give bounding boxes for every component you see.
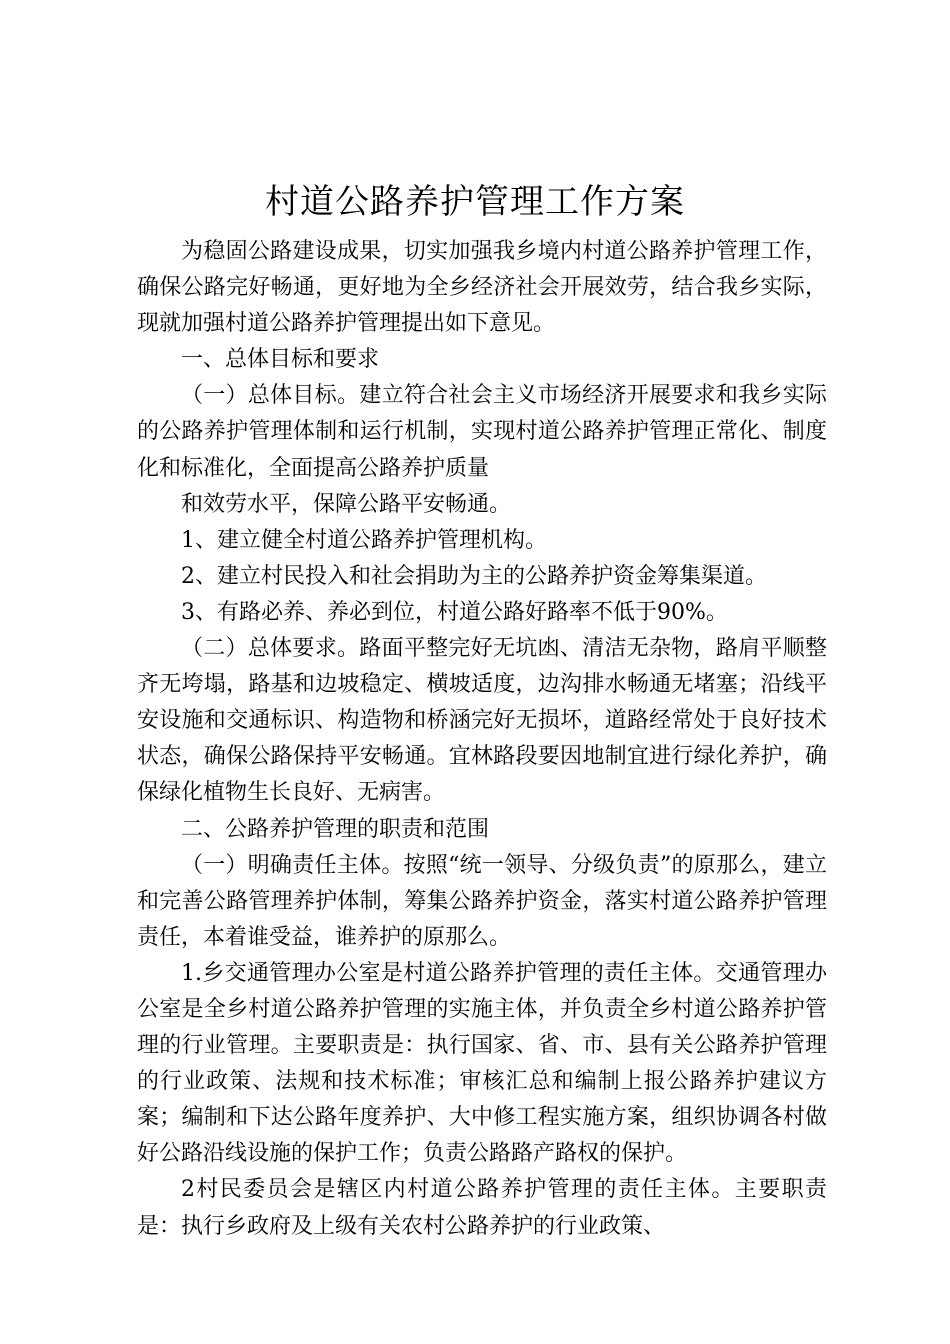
heading-section-1: 一、总体目标和要求	[181, 347, 380, 373]
list-item-2: 2、建立村民投入和社会捐助为主的公路养护资金筹集渠道。	[181, 563, 767, 589]
list-item-1: 1、建立健全村道公路养护管理机构。	[181, 527, 547, 553]
paragraph-overall-requirements: （二）总体要求。路面平整完好无坑凼、清洁无杂物，路肩平顺整齐无垮塌，路基和边坡稳定、横坡适度，边沟排水畅通无堵塞；沿线平安设施和交通标识、构造物和桥涵完好无损坏，道路经常处于良好技术状态，确保公路保持平安畅通。宜林路段要因地制宜进行绿化养护，确保绿化植物生长良好、无病害。	[137, 636, 827, 806]
paragraph-township-office: 1.乡交通管理办公室是村道公路养护管理的责任主体。交通管理办公室是全乡村道公路养护管理的实施主体，并负责全乡村道公路养护管理的行业管理。主要职责是：执行国家、省、市、县有关公路养护管理的行业政策、法规和技术标准；审核汇总和编制上报公路养护建议方案；编制和下达公路年度养护、大中修工程实施方案，组织协调各村做好公路沿线设施的保护工作；负责公路路产路权的保护。	[137, 960, 827, 1167]
document-title: 村道公路养护管理工作方案	[265, 182, 685, 222]
paragraph-intro: 为稳固公路建设成果，切实加强我乡境内村道公路养护管理工作，确保公路完好畅通，更好地为全乡经济社会开展效劳，结合我乡实际，现就加强村道公路养护管理提出如下意见。	[137, 239, 827, 337]
paragraph-overall-goal-continued: 和效劳水平，保障公路平安畅通。	[181, 491, 512, 517]
paragraph-overall-goal: （一）总体目标。建立符合社会主义市场经济开展要求和我乡实际的公路养护管理体制和运行机制，实现村道公路养护管理正常化、制度化和标准化，全面提高公路养护质量	[137, 383, 827, 481]
list-item-3: 3、有路必养、养必到位，村道公路好路率不低于90%。	[181, 599, 728, 625]
heading-section-2: 二、公路养护管理的职责和范围	[181, 816, 490, 842]
document-body	[137, 234, 827, 1245]
paragraph-responsibility: （一）明确责任主体。按照“统一领导、分级负责”的原那么，建立和完善公路管理养护体制，筹集公路养护资金，落实村道公路养护管理责任，本着谁受益，谁养护的原那么。	[137, 852, 827, 950]
paragraph-village-committee: 2村民委员会是辖区内村道公路养护管理的责任主体。主要职责是：执行乡政府及上级有关农村公路养护的行业政策、	[137, 1177, 827, 1239]
